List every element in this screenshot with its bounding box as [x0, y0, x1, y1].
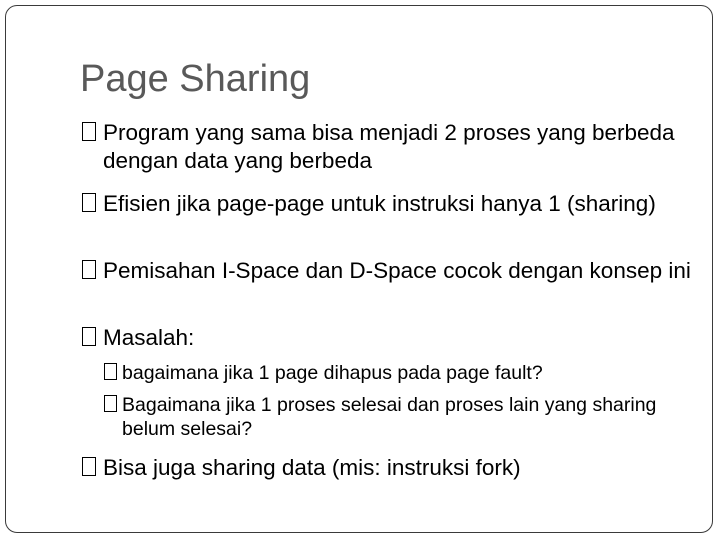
subbullet-proses-selesai: [104, 393, 682, 442]
bullet-pemisahan: [82, 257, 693, 285]
bullet-text: Masalah:: [103, 325, 195, 350]
bullet-program-proses: [82, 119, 693, 175]
bullet-sharing-data: [82, 454, 693, 482]
bullet-marker-icon: [82, 260, 96, 279]
bullet-marker-icon: [82, 327, 96, 346]
bullet-masalah: [82, 324, 693, 352]
bullet-marker-icon: [82, 122, 96, 141]
bullet-text: Bisa juga sharing data (mis: instruksi fork): [103, 455, 521, 480]
bullet-marker-icon: [82, 457, 96, 476]
bullet-efisien: [82, 190, 693, 218]
bullet-text: Efisien jika page-page untuk instruksi hanya 1 (sharing): [103, 191, 656, 216]
bullet-text: Program yang sama bisa menjadi 2 proses yang berbeda dengan data yang berbeda: [103, 120, 675, 174]
bullet-marker-icon: [104, 363, 117, 380]
bullet-marker-icon: [104, 395, 117, 412]
bullet-text: bagaimana jika 1 page dihapus pada page fault?: [122, 362, 543, 384]
bullet-text: Bagaimana jika 1 proses selesai dan proses lain yang sharing belum selesai?: [122, 394, 657, 441]
subbullet-page-fault: [104, 361, 682, 385]
bullet-text: Pemisahan I-Space dan D-Space cocok dengan konsep ini: [103, 258, 691, 283]
bullet-marker-icon: [82, 193, 96, 212]
slide-title: Page Sharing: [80, 58, 311, 100]
